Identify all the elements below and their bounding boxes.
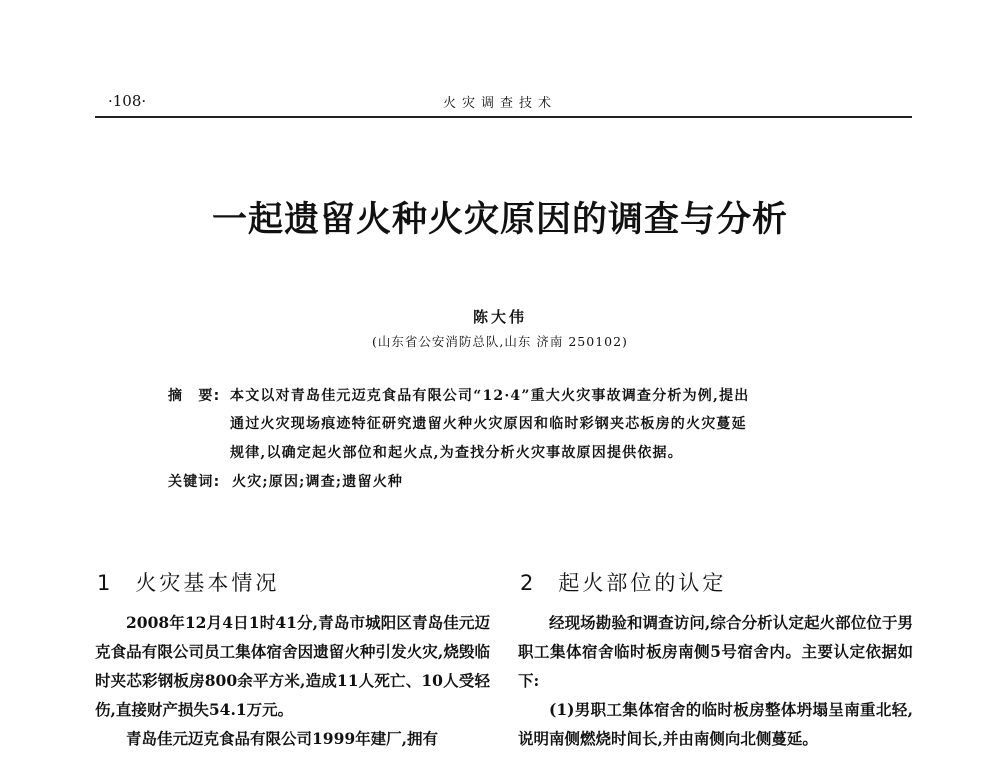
section-number: 2 — [520, 571, 537, 595]
right-column — [518, 608, 913, 753]
section-number: 1 — [97, 571, 114, 595]
header-rule — [95, 116, 912, 118]
affiliation: (山东省公安消防总队,山东 济南 250102) — [372, 334, 628, 349]
section-heading-1 — [97, 567, 279, 597]
paper-title: 一起遗留火种火灾原因的调查与分析 — [211, 200, 788, 240]
abstract-line: 通过火灾现场痕迹特征研究遗留火种火灾原因和临时彩钢夹芯板房的火灾蔓延 — [230, 416, 747, 432]
abstract-label: 摘 要: — [168, 388, 221, 404]
abstract-line: 本文以对青岛佳元迈克食品有限公司“12·4”重大火灾事故调查分析为例,提出 — [230, 388, 750, 404]
abstract-line: 规律,以确定起火部位和起火点,为查找分析火灾事故原因提供依据。 — [230, 445, 683, 461]
paragraph: (1)男职工集体宿舍的临时板房整体坍塌呈南重北轻,说明南侧燃烧时间长,并由南侧向北侧蔓延。 — [518, 700, 913, 748]
paragraph: 青岛佳元迈克食品有限公司1999年建厂,拥有 — [126, 729, 439, 748]
left-column — [95, 608, 490, 753]
section-title: 起火部位的认定 — [558, 571, 727, 595]
journal-section-header: 火灾调查技术 — [442, 96, 557, 111]
section-title: 火灾基本情况 — [135, 571, 280, 595]
page-number: ·108· — [108, 92, 147, 110]
keywords-label: 关键词: — [168, 474, 221, 490]
paragraph: 经现场勘验和调查访问,综合分析认定起火部位位于男职工集体宿舍临时板房南侧5号宿舍内。主要认定依据如下: — [518, 613, 913, 690]
paragraph: 2008年12月4日1时41分,青岛市城阳区青岛佳元迈克食品有限公司员工集体宿舍因遗留火种引发火灾,烧毁临时夹芯彩钢板房800余平方米,造成11人死亡、10人受轻伤,直接财产损失54.1万元。 — [95, 613, 490, 719]
keywords: 火灾;原因;调查;遗留火种 — [232, 474, 404, 490]
section-heading-2 — [520, 567, 726, 597]
author: 陈大伟 — [472, 308, 527, 326]
